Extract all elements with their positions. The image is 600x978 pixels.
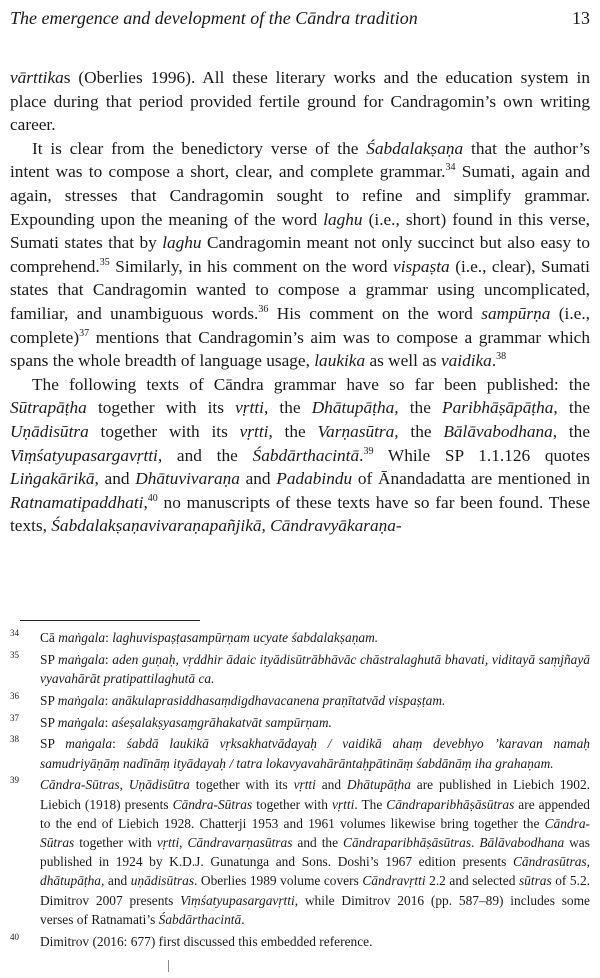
book-page xyxy=(10,0,590,978)
footnote-39: 39 Cāndra-Sūtras, Uṇādisūtra together with its vṛtti and Dhātupāṭha are published in Liebich 1902. Liebich (1918) presents Cāndra-Sūtras together with vṛtti. The Cāndraparibhāṣāsūtras are appended to the end of Liebich 1928. Chatterji 1953 and 1961 volumes likewise bring together the Cāndra-Sūtras together with vṛtti, Cāndravarṇasūtras and the Cāndraparibhāṣāsūtras. Bālāvabodhana was published in 1924 by K.D.J. Gunatunga and Sons. Doshi’s 1967 edition presents Cāndrasūtras, dhātupāṭha, and uṇādisūtras. Oberlies 1989 volume covers Cāndravṛtti 2.2 and selected sūtras of 5.2. Dimitrov 2007 presents Viṃśatyupasargavṛtti, while Dimitrov 2016 (pp. 587–89) includes some verses of Ratnamati’s Śabdārthacintā. xyxy=(10,775,590,929)
footnote-38: 38 SP maṅgala: śabdā laukikā vṛksakhatvādayaḥ / vaidikā ahaṃ devebhyo ’karavan namaḥ samudriyāṇāṃ nadīnāṃ ityādayaḥ / tatra lokavyavahārāntaḥpātināṃ śabdānāṃ iha grahaṇam. xyxy=(10,734,590,772)
main-text xyxy=(10,66,590,538)
footnote-number: 38 xyxy=(10,734,19,745)
footnote-34: 34 Cā maṅgala: laghuvispaṣṭasampūrṇam ucyate śabdalakṣaṇam. xyxy=(10,628,590,647)
scan-mark xyxy=(168,960,169,972)
paragraph-2: It is clear from the benedictory verse of the Śabdalakṣaṇa that the author’s intent was to compose a short, clear, and complete grammar.$^{34}$ Sumati, again and again, stresses that Candragomin sought to refine and simplify grammar. Expounding upon the meaning of the word laghu (i.e., short) found in this verse, Sumati states that by laghu Candragomin meant not only succinct but also easy to comprehend.$^{35}$ Similarly, in his comment on the word vispaṣta (i.e., clear), Sumati states that Candragomin wanted to compose a grammar using uncomplicated, familiar, and unambiguous words.$^{36}$ His comment on the word sampūrṇa (i.e., complete)$^{37}$ mentions that Candragomin’s aim was to compose a grammar which spans the whole breadth of language usage, laukika as well as vaidika.$^{38}$ xyxy=(10,138,590,371)
footnote-number: 37 xyxy=(10,712,19,723)
footnote-divider xyxy=(20,620,200,621)
footnote-number: 35 xyxy=(10,649,19,660)
footnote-40: 40 Dimitrov (2016: 677) first discussed this embedded reference. xyxy=(10,932,590,951)
footnote-number: 40 xyxy=(10,931,19,942)
running-title: The emergence and development of the Cāndra tradition xyxy=(10,8,418,28)
footnote-ref-36[interactable]: 36 xyxy=(258,304,269,316)
footnote-35: 35 SP maṅgala: aden guṇaḥ, vṛddhir ādaic ityādisūtrābhāvāc chāstralaghutā bhavati, viditayā saṃjñayā vyavahārāt pratipattilaghutā ca. xyxy=(10,650,590,688)
page-number: 13 xyxy=(572,8,590,28)
footnotes xyxy=(10,628,590,953)
footnote-36: 36 SP maṅgala: anākulaprasiddhasaṃdigdhavacanena praṇītatvād vispaṣṭam. xyxy=(10,691,590,710)
footnote-ref-39[interactable]: 39 xyxy=(363,445,374,457)
running-head xyxy=(10,8,590,34)
footnote-ref-38[interactable]: 38 xyxy=(496,351,507,363)
footnote-ref-37[interactable]: 37 xyxy=(79,327,90,339)
footnote-number: 39 xyxy=(10,775,19,786)
paragraph-1: vārttikas (Oberlies 1996). All these literary works and the education system in place during that period provided fertile ground for Candragomin’s own writing career. xyxy=(10,68,590,135)
footnote-ref-40[interactable]: 40 xyxy=(147,492,158,504)
footnote-37: 37 SP maṅgala: aśeṣalakṣyasaṃgrāhakatvāt sampūrṇam. xyxy=(10,713,590,732)
footnote-ref-35[interactable]: 35 xyxy=(99,256,110,268)
paragraph-3: The following texts of Cāndra grammar have so far been published: the Sūtrapāṭha together with its vṛtti, the Dhātupāṭha, the Paribhāṣāpāṭha, the Uṇādisūtra together with its vṛtti, the Varṇasūtra, the Bālāvabodhana, the Viṃśatyupasargavṛtti, and the Śabdārthacintā.$^{39}$ While SP 1.1.126 quotes Liṅgakārikā, and Dhātuvivaraṇa and Padabindu of Ānandadatta are mentioned in Ratnamatipaddhati,$^{40}$ no manuscripts of these texts have so far been found. These texts, Śabdalakṣaṇavivaraṇapañjikā, Cāndravyākaraṇa- xyxy=(10,374,591,536)
footnote-ref-34[interactable]: 34 xyxy=(445,162,456,174)
footnote-number: 36 xyxy=(10,690,19,701)
footnote-number: 34 xyxy=(10,628,19,638)
